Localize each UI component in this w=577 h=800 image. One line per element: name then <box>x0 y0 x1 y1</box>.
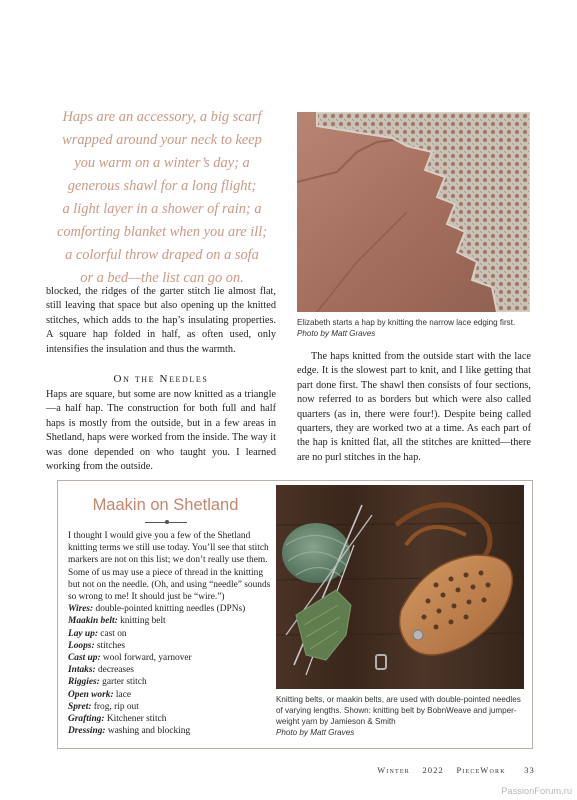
pull-quote-line: generous shawl for a long flight; <box>67 178 257 194</box>
glossary-item <box>68 615 272 627</box>
pull-quote-line: you warm on a winter’s day; a <box>74 155 250 171</box>
top-photo-caption <box>297 317 531 339</box>
body-text-left-bottom <box>46 388 276 474</box>
glossary-term: Dressing: <box>68 726 106 737</box>
page-footer <box>330 766 535 775</box>
caption-text: Knitting belts, or maakin belts, are used with double-pointed needles of varying lengths. Shown: knitting belt by BobnWeave and jumper-weight yarn by Jamieson & Smith <box>276 695 521 726</box>
section-heading-text: On the Needles <box>113 373 209 385</box>
glossary-item <box>68 725 272 737</box>
glossary-definition: stitches <box>96 640 126 651</box>
glossary-term: Wires: <box>68 604 94 615</box>
glossary-item <box>68 713 272 725</box>
sidebar-title: Maakin on Shetland <box>92 496 239 514</box>
pull-quote-line: Haps are an accessory, a big scarf <box>62 109 262 125</box>
glossary-item <box>68 628 272 640</box>
glossary-term: Open work: <box>68 689 114 700</box>
pull-quote-line: or a bed—the list can go on. <box>80 270 244 286</box>
paragraph: The haps knitted from the outside start with the lace edge. It is the slowest part to knit, and I like getting that part done first. The shawl then consists of four sections, now referred to as borders but which were also called quarters (as in, there were four!). Despite being called quarters, they are worked two at a time. As each part of the hap is knitted flat, all the stitches are knitted—there are no purl stitches in the hap. <box>297 351 531 463</box>
glossary-term: Maakin belt: <box>68 616 118 627</box>
photo-credit: Photo by Matt Graves <box>297 329 376 338</box>
glossary-definition: washing and blocking <box>107 726 191 737</box>
paragraph: blocked, the ridges of the garter stitch lie almost flat, still leaving that space but also opening up the knitted stitches, which adds to the hap’s insulating properties. A square hap folded in half, as often used, only intensifies the insulation and thus the warmth. <box>46 286 276 355</box>
glossary-item <box>68 640 272 652</box>
glossary-definition: wool forward, yarnover <box>102 653 192 664</box>
photo-credit: Photo by Matt Graves <box>276 728 355 737</box>
sidebar-photo-caption <box>276 694 526 738</box>
footer-magazine: PieceWork <box>456 766 506 775</box>
pull-quote-line: a light layer in a shower of rain; a <box>62 201 262 217</box>
glossary-term: Spret: <box>68 701 92 712</box>
caption-text: Elizabeth starts a hap by knitting the narrow lace edging first. <box>297 318 516 327</box>
footer-season: Winter <box>377 766 410 775</box>
pull-quote-line: a colorful throw draped on a sofa <box>65 247 259 263</box>
glossary-definition: Kitchener stitch <box>106 714 167 725</box>
glossary-list <box>68 603 272 737</box>
footer-year: 2022 <box>422 766 444 775</box>
glossary-definition: garter stitch <box>102 677 147 688</box>
glossary-definition: frog, rip out <box>93 701 139 712</box>
sidebar-intro: I thought I would give you a few of the Shetland knitting terms we still use today. You’ll see that stitch markers are not on this list; we don’t really use them. Some of us may use a piece of thread in the knitting but not on the needle. (Oh, and using “needle” sounds so wrong to me! It should just be “wire.”) <box>68 531 271 603</box>
glossary-term: Loops: <box>68 640 95 651</box>
section-heading <box>46 373 276 385</box>
glossary-definition: double-pointed knitting needles (DPNs) <box>95 604 246 615</box>
lace-edging-photo <box>297 112 530 312</box>
pull-quote-line: wrapped around your neck to keep <box>62 132 262 148</box>
glossary-term: Cast up: <box>68 653 101 664</box>
glossary-item <box>68 603 272 615</box>
glossary-term: Lay up: <box>68 628 98 639</box>
sidebar-text <box>68 530 272 737</box>
glossary-term: Intaks: <box>68 665 96 676</box>
glossary-definition: decreases <box>97 665 134 676</box>
knitting-belt-photo <box>276 485 524 689</box>
glossary-item <box>68 652 272 664</box>
glossary-item <box>68 689 272 701</box>
glossary-definition: cast on <box>100 628 127 639</box>
paragraph: Haps are square, but some are now knitted as a triangle—a half hap. The construction for both full and half haps is mostly from the outside, but in a few areas in Shetland, haps were worked from the inside. The way it was done depended on who taught you. I learned working from the outside. <box>46 389 277 473</box>
pull-quote <box>38 106 286 290</box>
body-text-left-top <box>46 285 276 357</box>
glossary-item <box>68 664 272 676</box>
glossary-definition: knitting belt <box>120 616 166 627</box>
page-number: 33 <box>524 766 535 775</box>
glossary-term: Grafting: <box>68 714 105 725</box>
glossary-item <box>68 676 272 688</box>
glossary-term: Riggies: <box>68 677 100 688</box>
watermark: PassionForum.ru <box>501 786 572 796</box>
body-text-right <box>297 350 531 465</box>
sidebar-divider-dot <box>165 520 169 524</box>
glossary-definition: lace <box>115 689 132 700</box>
pull-quote-line: comforting blanket when you are ill; <box>56 224 268 240</box>
glossary-item <box>68 701 272 713</box>
